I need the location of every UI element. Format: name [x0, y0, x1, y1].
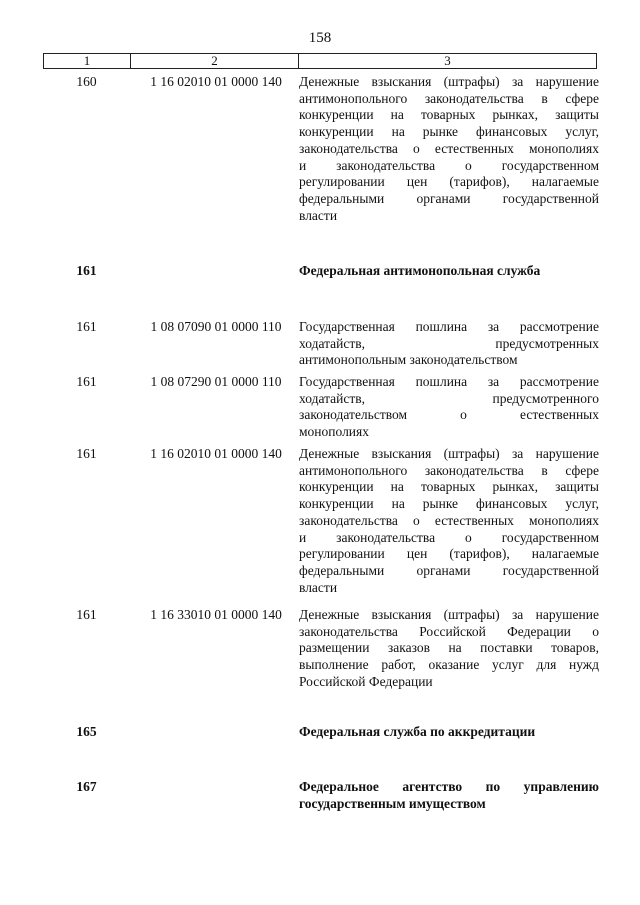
row-code: 161: [76, 607, 97, 622]
header-col-2: 2: [131, 54, 299, 68]
page-number: 158: [308, 30, 332, 46]
row-description: [299, 779, 599, 812]
description-line: ходатайств, предусмотренных: [299, 335, 599, 351]
row-description: [299, 74, 599, 224]
row-description: [299, 263, 599, 280]
row-code: 161: [76, 374, 97, 389]
description-line: Государственная пошлина за рассмотрение: [299, 319, 599, 334]
description-line: размещении заказов на поставки товаров,: [299, 640, 599, 656]
description-line: законодательства о естественных монополиях: [299, 140, 599, 156]
header-col-1: 1: [44, 54, 131, 68]
description-line: конкуренции на рынке финансовых услуг,: [299, 496, 599, 512]
description-line: регулировании цен (тарифов), налагаемые: [299, 546, 599, 562]
description-line: выполнение работ, оказание услуг для нужд: [299, 657, 599, 673]
description-line: власти: [299, 579, 338, 595]
description-line: и законодательства о государственном: [299, 157, 599, 173]
description-line: федеральными органами государственной: [299, 190, 599, 206]
row-code: 161: [76, 319, 97, 334]
row-description: [299, 724, 599, 741]
description-line: законодательством о естественных: [299, 407, 599, 423]
row-code: 161: [76, 263, 97, 278]
description-line: регулировании цен (тарифов), налагаемые: [299, 174, 599, 190]
row-kbk: 1 16 02010 01 0000 140: [150, 446, 282, 461]
description-line: монополиях: [299, 424, 369, 440]
description-line: государственным имуществом: [299, 795, 486, 811]
description-line: Российской Федерации: [299, 673, 433, 689]
description-line: законодательства о естественных монополиях: [299, 512, 599, 528]
description-line: Денежные взыскания (штрафы) за нарушение: [299, 607, 599, 622]
description-line: Федеральная антимонопольная служба: [299, 263, 541, 278]
description-line: конкуренции на товарных рынках, защиты: [299, 107, 599, 123]
description-line: Денежные взыскания (штрафы) за нарушение: [299, 446, 599, 461]
row-kbk: 1 16 02010 01 0000 140: [150, 74, 282, 89]
table-header: [43, 53, 597, 69]
row-description: [299, 319, 599, 369]
description-line: федеральными органами государственной: [299, 562, 599, 578]
row-kbk: 1 08 07090 01 0000 110: [150, 319, 282, 334]
row-description: [299, 607, 599, 691]
description-line: конкуренции на рынке финансовых услуг,: [299, 124, 599, 140]
row-code: 160: [76, 74, 97, 89]
header-col-3: 3: [444, 53, 451, 68]
row-code: 161: [76, 446, 97, 461]
description-line: Федеральное агентство по управлению: [299, 779, 599, 794]
row-kbk: 1 16 33010 01 0000 140: [150, 607, 282, 622]
description-line: Федеральная служба по аккредитации: [299, 724, 536, 739]
description-line: Денежные взыскания (штрафы) за нарушение: [299, 74, 599, 89]
description-line: антимонопольного законодательства в сфере: [299, 462, 599, 478]
description-line: ходатайств, предусмотренного: [299, 390, 599, 406]
description-line: власти: [299, 207, 338, 223]
description-line: Государственная пошлина за рассмотрение: [299, 374, 599, 389]
row-code: 165: [76, 724, 97, 739]
description-line: антимонопольного законодательства в сфере: [299, 90, 599, 106]
row-code: 167: [76, 779, 97, 794]
description-line: конкуренции на товарных рынках, защиты: [299, 479, 599, 495]
row-kbk: 1 08 07290 01 0000 110: [150, 374, 282, 389]
description-line: законодательства Российской Федерации о: [299, 623, 599, 639]
description-line: антимонопольным законодательством: [299, 352, 518, 368]
description-line: и законодательства о государственном: [299, 529, 599, 545]
row-description: [299, 374, 599, 441]
row-description: [299, 446, 599, 596]
